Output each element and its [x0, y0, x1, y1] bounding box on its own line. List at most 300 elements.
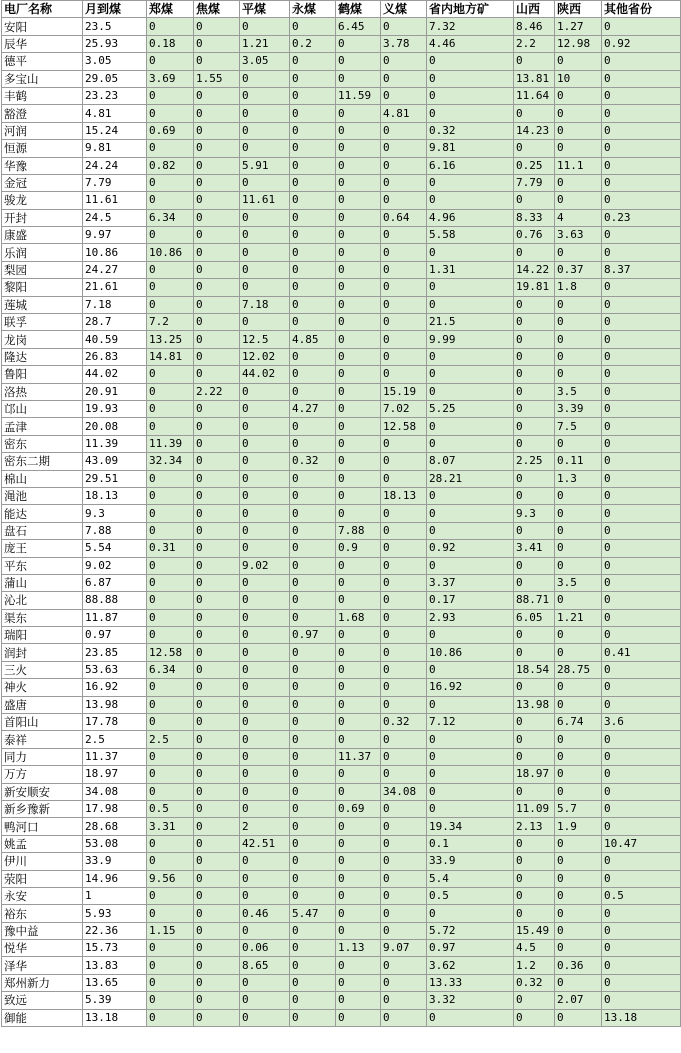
source-value-cell: 0 — [555, 296, 602, 313]
source-value-cell: 0 — [381, 174, 427, 191]
plant-name-cell: 永安 — [2, 887, 83, 904]
source-value-cell: 0 — [381, 122, 427, 139]
source-value-cell: 0 — [240, 470, 290, 487]
source-value-cell: 4.85 — [290, 331, 336, 348]
monthly-total-cell: 22.36 — [83, 922, 147, 939]
source-value-cell: 0.37 — [555, 261, 602, 278]
source-value-cell: 0 — [602, 470, 681, 487]
source-value-cell: 0 — [240, 783, 290, 800]
monthly-total-cell: 13.83 — [83, 957, 147, 974]
source-value-cell: 0 — [147, 957, 194, 974]
source-value-cell: 1.3 — [555, 470, 602, 487]
source-value-cell: 0 — [240, 18, 290, 35]
source-value-cell: 0 — [427, 418, 514, 435]
monthly-total-cell: 53.63 — [83, 661, 147, 678]
source-value-cell: 0 — [290, 679, 336, 696]
source-value-cell: 0 — [336, 35, 381, 52]
source-value-cell: 0.25 — [514, 157, 555, 174]
source-value-cell: 0 — [602, 366, 681, 383]
source-value-cell: 0 — [555, 348, 602, 365]
source-value-cell: 0 — [555, 679, 602, 696]
table-row — [2, 453, 681, 470]
source-value-cell: 6.45 — [336, 18, 381, 35]
source-value-cell: 0 — [514, 714, 555, 731]
plant-name-cell: 裕东 — [2, 905, 83, 922]
plant-name-cell: 同力 — [2, 748, 83, 765]
source-value-cell: 0 — [427, 244, 514, 261]
source-value-cell: 0 — [194, 435, 240, 452]
column-header: 电厂名称 — [2, 1, 83, 18]
source-value-cell: 11.1 — [555, 157, 602, 174]
source-value-cell: 0 — [290, 540, 336, 557]
monthly-total-cell: 17.98 — [83, 800, 147, 817]
source-value-cell: 2.07 — [555, 992, 602, 1009]
source-value-cell: 1.21 — [555, 609, 602, 626]
monthly-total-cell: 9.81 — [83, 140, 147, 157]
source-value-cell: 0 — [240, 435, 290, 452]
source-value-cell: 0.17 — [427, 592, 514, 609]
source-value-cell: 0 — [290, 314, 336, 331]
source-value-cell: 0 — [240, 748, 290, 765]
source-value-cell: 0 — [555, 905, 602, 922]
source-value-cell: 0 — [602, 974, 681, 991]
table-row — [2, 122, 681, 139]
column-header: 鹤煤 — [336, 1, 381, 18]
source-value-cell: 4.46 — [427, 35, 514, 52]
source-value-cell: 3.05 — [240, 53, 290, 70]
source-value-cell: 0 — [147, 522, 194, 539]
source-value-cell: 0 — [602, 800, 681, 817]
source-value-cell: 0 — [514, 679, 555, 696]
source-value-cell: 88.71 — [514, 592, 555, 609]
source-value-cell: 9.3 — [514, 505, 555, 522]
monthly-total-cell: 44.02 — [83, 366, 147, 383]
source-value-cell: 0 — [240, 400, 290, 417]
source-value-cell: 0.5 — [427, 887, 514, 904]
source-value-cell: 11.64 — [514, 87, 555, 104]
source-value-cell: 0 — [240, 696, 290, 713]
source-value-cell: 0 — [290, 157, 336, 174]
source-value-cell: 0 — [290, 174, 336, 191]
source-value-cell: 0 — [194, 540, 240, 557]
source-value-cell: 0.32 — [381, 714, 427, 731]
source-value-cell: 0 — [381, 696, 427, 713]
source-value-cell: 0 — [194, 227, 240, 244]
source-value-cell: 12.5 — [240, 331, 290, 348]
source-value-cell: 0.97 — [290, 627, 336, 644]
source-value-cell: 0 — [240, 887, 290, 904]
plant-name-cell: 泰祥 — [2, 731, 83, 748]
source-value-cell: 0 — [147, 592, 194, 609]
source-value-cell: 0 — [240, 661, 290, 678]
source-value-cell: 0 — [240, 731, 290, 748]
source-value-cell: 0 — [147, 940, 194, 957]
source-value-cell: 0 — [555, 1009, 602, 1026]
source-value-cell: 0 — [602, 522, 681, 539]
source-value-cell: 0 — [194, 487, 240, 504]
source-value-cell: 0 — [381, 140, 427, 157]
column-header: 郑煤 — [147, 1, 194, 18]
source-value-cell: 0.32 — [290, 453, 336, 470]
source-value-cell: 0 — [147, 853, 194, 870]
table-row — [2, 992, 681, 1009]
monthly-total-cell: 7.88 — [83, 522, 147, 539]
source-value-cell: 0 — [514, 835, 555, 852]
source-value-cell: 7.18 — [240, 296, 290, 313]
monthly-total-cell: 17.78 — [83, 714, 147, 731]
source-value-cell: 0 — [290, 696, 336, 713]
source-value-cell: 0 — [381, 279, 427, 296]
source-value-cell: 0 — [514, 853, 555, 870]
source-value-cell: 0 — [290, 279, 336, 296]
source-value-cell: 0 — [336, 140, 381, 157]
source-value-cell: 0 — [381, 574, 427, 591]
source-value-cell: 0 — [514, 644, 555, 661]
source-value-cell: 0 — [290, 18, 336, 35]
source-value-cell: 0 — [290, 835, 336, 852]
source-value-cell: 0 — [602, 957, 681, 974]
source-value-cell: 0 — [147, 783, 194, 800]
plant-name-cell: 骏龙 — [2, 192, 83, 209]
source-value-cell: 0 — [427, 174, 514, 191]
plant-name-cell: 鲁阳 — [2, 366, 83, 383]
source-value-cell: 0 — [194, 505, 240, 522]
monthly-total-cell: 20.91 — [83, 383, 147, 400]
source-value-cell: 0 — [514, 105, 555, 122]
plant-name-cell: 河润 — [2, 122, 83, 139]
source-value-cell: 0 — [381, 348, 427, 365]
table-row — [2, 296, 681, 313]
column-header: 月到煤 — [83, 1, 147, 18]
source-value-cell: 0 — [147, 835, 194, 852]
source-value-cell: 9.99 — [427, 331, 514, 348]
source-value-cell: 0 — [194, 835, 240, 852]
source-value-cell: 0 — [147, 905, 194, 922]
table-row — [2, 557, 681, 574]
source-value-cell: 3.37 — [427, 574, 514, 591]
source-value-cell: 0 — [381, 157, 427, 174]
source-value-cell: 0 — [290, 505, 336, 522]
source-value-cell: 0 — [555, 174, 602, 191]
plant-name-cell: 姚孟 — [2, 835, 83, 852]
source-value-cell: 0 — [147, 1009, 194, 1026]
source-value-cell: 0 — [336, 853, 381, 870]
source-value-cell: 0 — [514, 400, 555, 417]
source-value-cell: 5.91 — [240, 157, 290, 174]
source-value-cell: 3.6 — [602, 714, 681, 731]
source-value-cell: 0 — [194, 122, 240, 139]
source-value-cell: 2.25 — [514, 453, 555, 470]
source-value-cell: 0 — [514, 418, 555, 435]
source-value-cell: 3.62 — [427, 957, 514, 974]
source-value-cell: 0 — [602, 87, 681, 104]
source-value-cell: 0 — [147, 714, 194, 731]
monthly-total-cell: 24.27 — [83, 261, 147, 278]
table-row — [2, 974, 681, 991]
plant-name-cell: 泽华 — [2, 957, 83, 974]
plant-name-cell: 德平 — [2, 53, 83, 70]
source-value-cell: 0 — [602, 383, 681, 400]
source-value-cell: 0 — [240, 244, 290, 261]
source-value-cell: 0 — [555, 696, 602, 713]
source-value-cell: 0 — [240, 227, 290, 244]
source-value-cell: 0 — [555, 314, 602, 331]
source-value-cell: 3.31 — [147, 818, 194, 835]
source-value-cell: 7.02 — [381, 400, 427, 417]
source-value-cell: 0 — [381, 227, 427, 244]
source-value-cell: 0 — [602, 766, 681, 783]
source-value-cell: 0 — [602, 53, 681, 70]
source-value-cell: 10 — [555, 70, 602, 87]
source-value-cell: 15.49 — [514, 922, 555, 939]
source-value-cell: 0 — [602, 314, 681, 331]
source-value-cell: 0 — [240, 627, 290, 644]
source-value-cell: 0.18 — [147, 35, 194, 52]
source-value-cell: 0 — [194, 209, 240, 226]
source-value-cell: 0 — [240, 574, 290, 591]
source-value-cell: 1.15 — [147, 922, 194, 939]
source-value-cell: 0 — [194, 279, 240, 296]
source-value-cell: 3.32 — [427, 992, 514, 1009]
source-value-cell: 0.23 — [602, 209, 681, 226]
source-value-cell: 2.13 — [514, 818, 555, 835]
source-value-cell: 0 — [381, 992, 427, 1009]
plant-name-cell: 盘石 — [2, 522, 83, 539]
source-value-cell: 11.37 — [336, 748, 381, 765]
coal-supply-table — [1, 0, 681, 1027]
source-value-cell: 0.11 — [555, 453, 602, 470]
source-value-cell: 0 — [194, 331, 240, 348]
source-value-cell: 0 — [555, 53, 602, 70]
source-value-cell: 0 — [290, 992, 336, 1009]
source-value-cell: 0 — [194, 53, 240, 70]
source-value-cell: 0 — [240, 609, 290, 626]
source-value-cell: 0 — [194, 627, 240, 644]
source-value-cell: 18.97 — [514, 766, 555, 783]
source-value-cell: 0 — [381, 244, 427, 261]
source-value-cell: 0.2 — [290, 35, 336, 52]
source-value-cell: 0 — [336, 974, 381, 991]
source-value-cell: 0 — [427, 487, 514, 504]
source-value-cell: 0 — [602, 453, 681, 470]
plant-name-cell: 新安顺安 — [2, 783, 83, 800]
source-value-cell: 5.25 — [427, 400, 514, 417]
monthly-total-cell: 21.61 — [83, 279, 147, 296]
source-value-cell: 0 — [336, 992, 381, 1009]
monthly-total-cell: 34.08 — [83, 783, 147, 800]
source-value-cell: 0 — [147, 627, 194, 644]
source-value-cell: 0 — [555, 505, 602, 522]
source-value-cell: 0 — [555, 192, 602, 209]
source-value-cell: 0 — [194, 905, 240, 922]
source-value-cell: 18.13 — [381, 487, 427, 504]
source-value-cell: 8.37 — [602, 261, 681, 278]
source-value-cell: 0 — [194, 766, 240, 783]
plant-name-cell: 豁澄 — [2, 105, 83, 122]
plant-name-cell: 洛热 — [2, 383, 83, 400]
source-value-cell: 0 — [602, 905, 681, 922]
source-value-cell: 7.5 — [555, 418, 602, 435]
table-row — [2, 87, 681, 104]
source-value-cell: 7.2 — [147, 314, 194, 331]
source-value-cell: 0 — [147, 748, 194, 765]
monthly-total-cell: 9.02 — [83, 557, 147, 574]
plant-name-cell: 悦华 — [2, 940, 83, 957]
monthly-total-cell: 29.51 — [83, 470, 147, 487]
source-value-cell: 0 — [381, 53, 427, 70]
monthly-total-cell: 14.96 — [83, 870, 147, 887]
source-value-cell: 0 — [290, 887, 336, 904]
monthly-total-cell: 15.24 — [83, 122, 147, 139]
source-value-cell: 0 — [602, 609, 681, 626]
source-value-cell: 12.58 — [147, 644, 194, 661]
source-value-cell: 0 — [427, 383, 514, 400]
source-value-cell: 0 — [194, 157, 240, 174]
source-value-cell: 0.46 — [240, 905, 290, 922]
source-value-cell: 9.56 — [147, 870, 194, 887]
source-value-cell: 0.76 — [514, 227, 555, 244]
source-value-cell: 0 — [240, 800, 290, 817]
column-header: 其他省份 — [602, 1, 681, 18]
source-value-cell: 0.9 — [336, 540, 381, 557]
source-value-cell: 6.34 — [147, 209, 194, 226]
table-row — [2, 157, 681, 174]
source-value-cell: 0.69 — [336, 800, 381, 817]
source-value-cell: 0 — [240, 766, 290, 783]
plant-name-cell: 御能 — [2, 1009, 83, 1026]
table-row — [2, 644, 681, 661]
source-value-cell: 0 — [555, 557, 602, 574]
source-value-cell: 16.92 — [427, 679, 514, 696]
source-value-cell: 0 — [290, 296, 336, 313]
source-value-cell: 0 — [194, 992, 240, 1009]
source-value-cell: 3.78 — [381, 35, 427, 52]
monthly-total-cell: 10.86 — [83, 244, 147, 261]
source-value-cell: 0 — [555, 731, 602, 748]
source-value-cell: 0 — [381, 974, 427, 991]
source-value-cell: 0 — [381, 748, 427, 765]
monthly-total-cell: 13.98 — [83, 696, 147, 713]
monthly-total-cell: 11.61 — [83, 192, 147, 209]
table-body — [2, 18, 681, 1027]
source-value-cell: 0 — [381, 609, 427, 626]
source-value-cell: 0 — [336, 922, 381, 939]
monthly-total-cell: 2.5 — [83, 731, 147, 748]
source-value-cell: 10.86 — [427, 644, 514, 661]
source-value-cell: 0 — [290, 957, 336, 974]
monthly-total-cell: 0.97 — [83, 627, 147, 644]
plant-name-cell: 孟津 — [2, 418, 83, 435]
source-value-cell: 5.72 — [427, 922, 514, 939]
source-value-cell: 12.02 — [240, 348, 290, 365]
source-value-cell: 0 — [147, 557, 194, 574]
source-value-cell: 0 — [381, 366, 427, 383]
source-value-cell: 0 — [381, 922, 427, 939]
plant-name-cell: 神火 — [2, 679, 83, 696]
table-row — [2, 470, 681, 487]
source-value-cell: 1.27 — [555, 18, 602, 35]
monthly-total-cell: 3.05 — [83, 53, 147, 70]
source-value-cell: 0 — [147, 227, 194, 244]
source-value-cell: 0 — [602, 505, 681, 522]
source-value-cell: 0 — [602, 818, 681, 835]
source-value-cell: 0 — [336, 487, 381, 504]
source-value-cell: 0 — [427, 279, 514, 296]
source-value-cell: 0 — [602, 227, 681, 244]
source-value-cell: 19.34 — [427, 818, 514, 835]
table-row — [2, 870, 681, 887]
source-value-cell: 13.25 — [147, 331, 194, 348]
plant-name-cell: 莲城 — [2, 296, 83, 313]
source-value-cell: 0 — [336, 835, 381, 852]
plant-name-cell: 邙山 — [2, 400, 83, 417]
source-value-cell: 0 — [290, 853, 336, 870]
source-value-cell: 0 — [602, 174, 681, 191]
source-value-cell: 0 — [194, 453, 240, 470]
source-value-cell: 0 — [514, 887, 555, 904]
table-row — [2, 800, 681, 817]
monthly-total-cell: 24.24 — [83, 157, 147, 174]
source-value-cell: 0 — [381, 453, 427, 470]
source-value-cell: 0 — [555, 105, 602, 122]
source-value-cell: 0 — [381, 905, 427, 922]
monthly-total-cell: 4.81 — [83, 105, 147, 122]
source-value-cell: 0 — [240, 140, 290, 157]
table-row — [2, 835, 681, 852]
source-value-cell: 28.21 — [427, 470, 514, 487]
source-value-cell: 3.69 — [147, 70, 194, 87]
source-value-cell: 0 — [427, 348, 514, 365]
source-value-cell: 0 — [336, 870, 381, 887]
monthly-total-cell: 13.18 — [83, 1009, 147, 1026]
source-value-cell: 0 — [290, 366, 336, 383]
source-value-cell: 0 — [290, 470, 336, 487]
source-value-cell: 0.97 — [427, 940, 514, 957]
source-value-cell: 0 — [290, 261, 336, 278]
source-value-cell: 0 — [240, 505, 290, 522]
source-value-cell: 0 — [427, 783, 514, 800]
plant-name-cell: 庞王 — [2, 540, 83, 557]
source-value-cell: 0 — [514, 487, 555, 504]
source-value-cell: 15.19 — [381, 383, 427, 400]
source-value-cell: 0 — [381, 435, 427, 452]
source-value-cell: 0 — [194, 87, 240, 104]
source-value-cell: 0 — [602, 418, 681, 435]
source-value-cell: 0 — [194, 922, 240, 939]
source-value-cell: 13.33 — [427, 974, 514, 991]
table-row — [2, 887, 681, 904]
source-value-cell: 0 — [336, 731, 381, 748]
monthly-total-cell: 15.73 — [83, 940, 147, 957]
monthly-total-cell: 43.09 — [83, 453, 147, 470]
source-value-cell: 0 — [336, 296, 381, 313]
table-row — [2, 192, 681, 209]
source-value-cell: 0 — [381, 1009, 427, 1026]
source-value-cell: 0 — [381, 800, 427, 817]
source-value-cell: 0 — [336, 348, 381, 365]
source-value-cell: 0 — [240, 418, 290, 435]
source-value-cell: 13.81 — [514, 70, 555, 87]
source-value-cell: 0.64 — [381, 209, 427, 226]
monthly-total-cell: 26.83 — [83, 348, 147, 365]
source-value-cell: 0 — [381, 644, 427, 661]
plant-name-cell: 隆达 — [2, 348, 83, 365]
monthly-total-cell: 16.92 — [83, 679, 147, 696]
source-value-cell: 9.02 — [240, 557, 290, 574]
source-value-cell: 0 — [381, 505, 427, 522]
source-value-cell: 0.82 — [147, 157, 194, 174]
source-value-cell: 0 — [381, 835, 427, 852]
